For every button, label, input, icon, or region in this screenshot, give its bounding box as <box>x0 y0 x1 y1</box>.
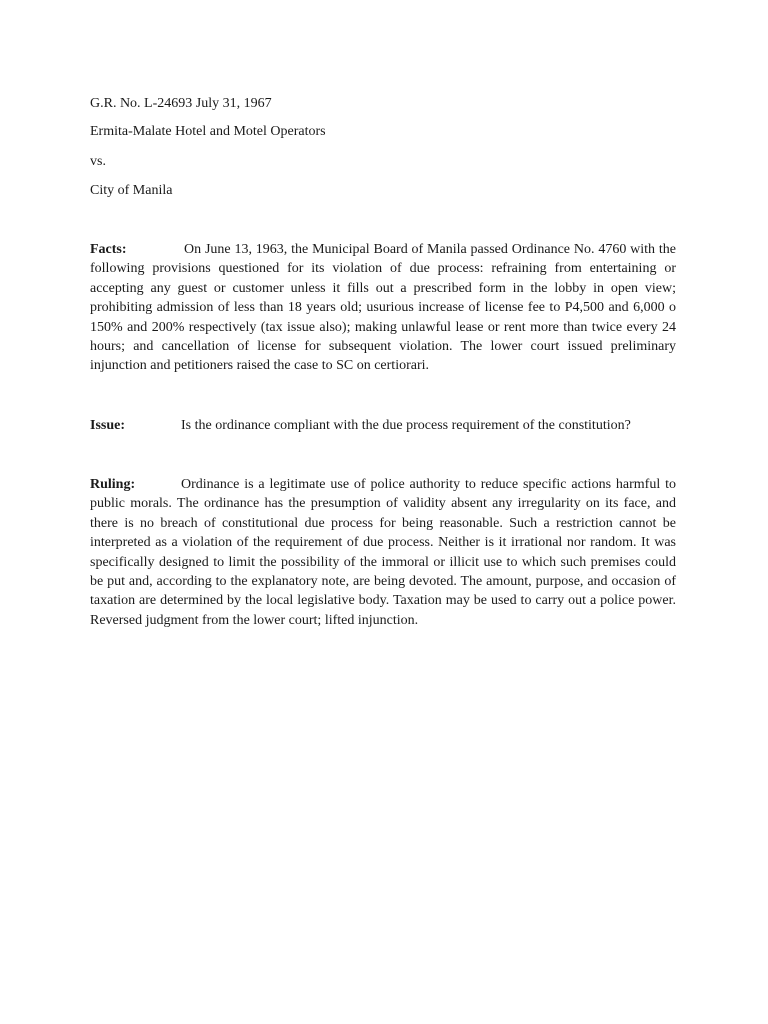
facts-text: On June 13, 1963, the Municipal Board of Manila passed Ordinance No. 4760 with the following provisions questioned for its violation of due process: refraining from entertaining or accepting any guest or customer unless it fills out a prescribed form in the lobby in open view; prohibiting admission of less than 18 years old; usurious increase of license fee to P4,500 and 6,000 o 150% and 200% respectively (tax issue also); making unlawful lease or rent more than twice every 24 hours; and cancellation of license for subsequent violation. The lower court issued preliminary injunction and petitioners raised the case to SC on certiorari. <box>90 242 676 374</box>
issue-section <box>90 416 676 435</box>
respondent-name: City of Manila <box>90 183 173 198</box>
facts-label: Facts: <box>90 242 127 257</box>
issue-text: Is the ordinance compliant with the due process requirement of the constitution? <box>181 418 631 433</box>
petitioner-name: Ermita-Malate Hotel and Motel Operators <box>90 124 326 139</box>
versus-label: vs. <box>90 154 106 169</box>
ruling-section <box>90 475 676 630</box>
ruling-text: Ordinance is a legitimate use of police authority to reduce specific actions harmful to public morals. The ordinance has the presumption of validity absent any irregularity on its face, and there is no breach of constitutional due process for being reasonable. Such a restriction cannot be interpreted as a violation of the requirement of due process. Neither is it irrational nor random. It was specifically designed to limit the possibility of the immoral or illicit use to which such premises could be put and, according to the explanatory note, are being devoted. The amount, purpose, and occasion of taxation are determined by the local legislative body. Taxation may be used to carry out a police power. Reversed judgment from the lower court; lifted injunction. <box>90 477 676 628</box>
case-number: G.R. No. L-24693 July 31, 1967 <box>90 96 272 111</box>
issue-label: Issue: <box>90 418 126 433</box>
facts-section <box>90 240 676 376</box>
ruling-label: Ruling: <box>90 477 136 492</box>
